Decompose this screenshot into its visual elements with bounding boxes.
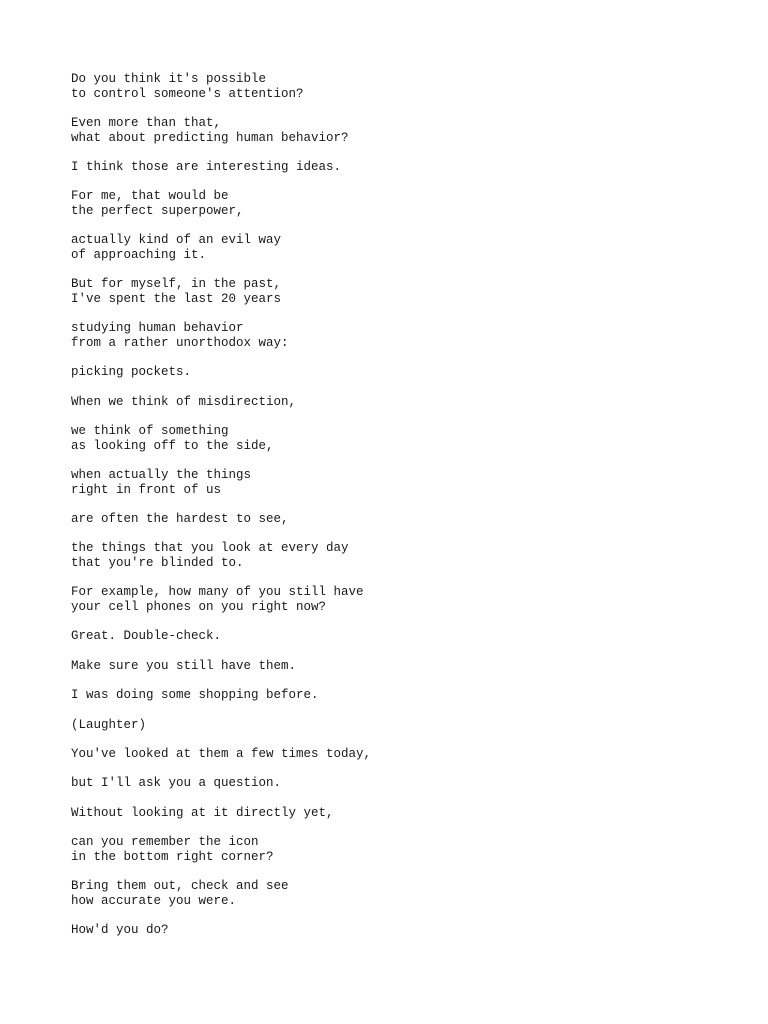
transcript-line: For example, how many of you still have bbox=[71, 585, 364, 600]
transcript-stanza bbox=[71, 321, 731, 350]
transcript-stanza bbox=[71, 189, 731, 218]
transcript-line: Great. Double-check. bbox=[71, 629, 222, 644]
transcript-line: Make sure you still have them. bbox=[71, 658, 297, 673]
transcript-stanza bbox=[71, 718, 731, 733]
transcript-stanza bbox=[71, 688, 731, 703]
transcript-line: of approaching it. bbox=[71, 247, 207, 262]
transcript-line: I think those are interesting ideas. bbox=[71, 159, 342, 174]
transcript-stanza bbox=[71, 424, 731, 453]
transcript-stanza bbox=[71, 659, 731, 674]
transcript-stanza bbox=[71, 923, 731, 938]
transcript-stanza bbox=[71, 585, 731, 614]
transcript-line: When we think of misdirection, bbox=[71, 394, 297, 409]
transcript-line: to control someone's attention? bbox=[71, 86, 304, 101]
transcript-line: when actually the things bbox=[71, 468, 252, 483]
transcript-line: I've spent the last 20 years bbox=[71, 291, 282, 306]
transcript-line: the perfect superpower, bbox=[71, 203, 244, 218]
transcript-line: the things that you look at every day bbox=[71, 541, 349, 556]
transcript-stanza bbox=[71, 835, 731, 864]
transcript-stanza bbox=[71, 512, 731, 527]
transcript-line: picking pockets. bbox=[71, 365, 192, 380]
transcript-stanza bbox=[71, 468, 731, 497]
transcript-stanza bbox=[71, 277, 731, 306]
transcript-line: Without looking at it directly yet, bbox=[71, 805, 334, 820]
transcript-line: For me, that would be bbox=[71, 189, 229, 204]
transcript-line: Do you think it's possible bbox=[71, 72, 267, 86]
transcript-line: what about predicting human behavior? bbox=[71, 130, 349, 145]
transcript-line: are often the hardest to see, bbox=[71, 512, 289, 527]
transcript-line: can you remember the icon bbox=[71, 835, 259, 850]
transcript-line: right in front of us bbox=[71, 482, 222, 497]
transcript-line: from a rather unorthodox way: bbox=[71, 335, 289, 350]
transcript-line: as looking off to the side, bbox=[71, 438, 274, 453]
transcript-line: studying human behavior bbox=[71, 321, 244, 336]
transcript-line: but I'll ask you a question. bbox=[71, 776, 282, 791]
transcript-line: Bring them out, check and see bbox=[71, 879, 289, 894]
transcript-line: How'd you do? bbox=[71, 923, 169, 938]
transcript-page bbox=[71, 72, 731, 953]
transcript-stanza bbox=[71, 806, 731, 821]
transcript-line: I was doing some shopping before. bbox=[71, 688, 319, 703]
transcript-line: in the bottom right corner? bbox=[71, 849, 274, 864]
transcript-stanza bbox=[71, 747, 731, 762]
transcript-stanza bbox=[71, 395, 731, 410]
transcript-stanza bbox=[71, 365, 731, 380]
transcript-stanza bbox=[71, 776, 731, 791]
transcript-line: we think of something bbox=[71, 424, 229, 439]
transcript-line: You've looked at them a few times today, bbox=[71, 746, 372, 761]
transcript-stanza bbox=[71, 233, 731, 262]
transcript-stanza bbox=[71, 116, 731, 145]
transcript-stanza bbox=[71, 160, 731, 175]
transcript-stanza bbox=[71, 72, 731, 101]
transcript-stanza bbox=[71, 879, 731, 908]
transcript-line: actually kind of an evil way bbox=[71, 233, 282, 248]
transcript-line: Even more than that, bbox=[71, 115, 222, 130]
transcript-line: how accurate you were. bbox=[71, 893, 237, 908]
transcript-line: your cell phones on you right now? bbox=[71, 600, 327, 615]
transcript-stanza bbox=[71, 541, 731, 570]
transcript-line: (Laughter) bbox=[71, 717, 147, 732]
transcript-line: that you're blinded to. bbox=[71, 556, 244, 571]
transcript-stanza bbox=[71, 629, 731, 644]
transcript-line: But for myself, in the past, bbox=[71, 277, 282, 292]
